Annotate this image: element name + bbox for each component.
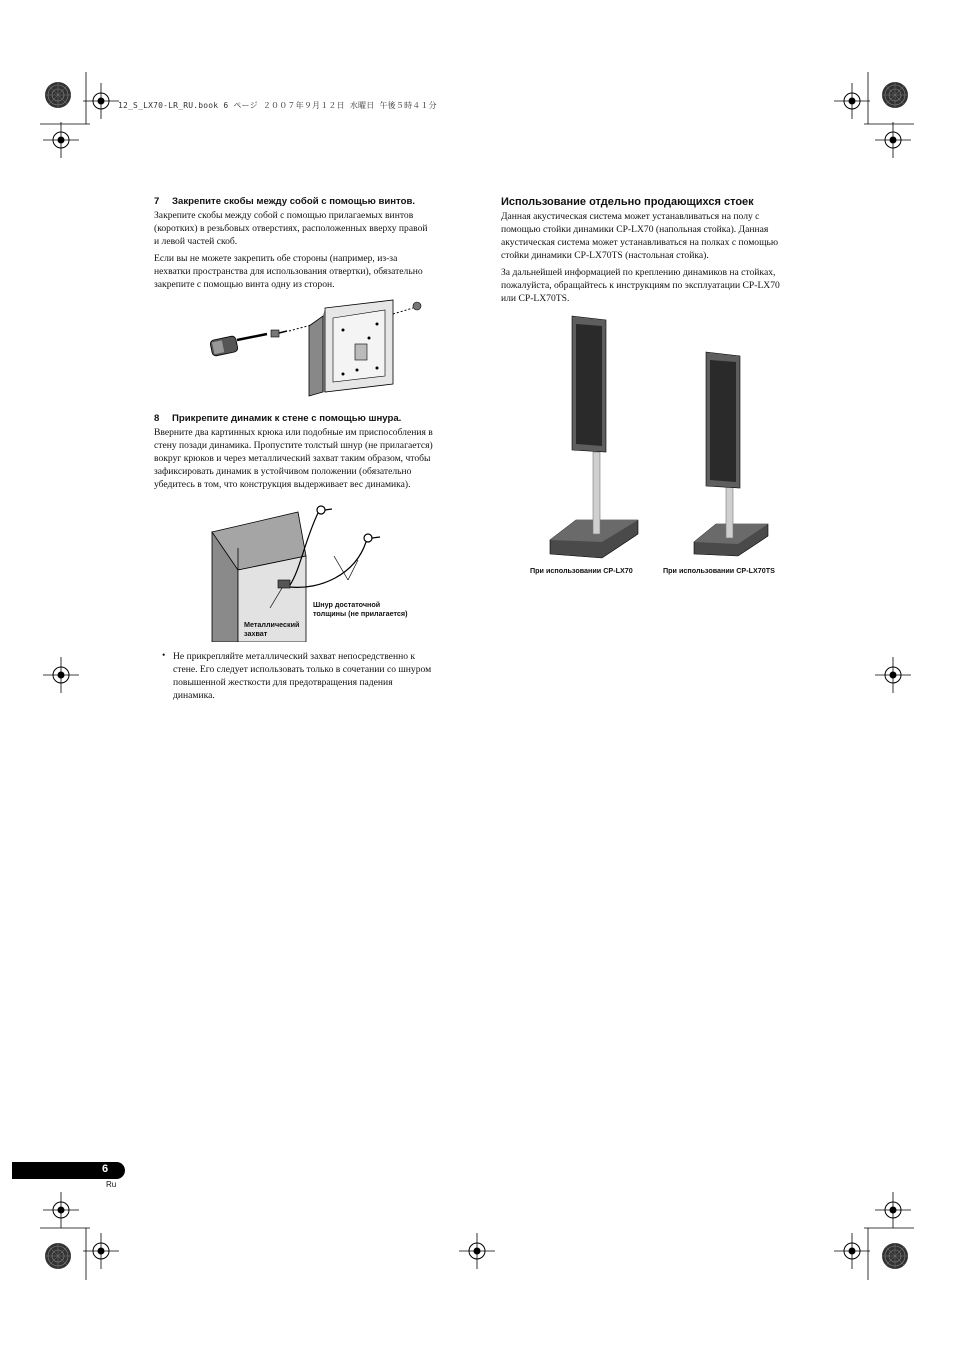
hook-icon [317, 506, 325, 514]
metal-clip-icon [278, 580, 290, 588]
step7-number: 7 [154, 196, 160, 207]
text-line: пожалуйста, обращайтесь к инструкциям по эксплуатации CP-LX70 [501, 280, 780, 291]
text-line: стену позади динамика. Пропустите толстый шнур (не прилагается) [154, 440, 433, 451]
text-line: Ввернитe два картинных крюка или подобные им приспособления в [154, 427, 433, 438]
page-language: Ru [106, 1180, 117, 1189]
text-line: помощью стойки динамики CP-LX70 (напольная стойка). Данная [501, 224, 769, 235]
text-line: динамика. [173, 690, 215, 701]
step8-title: Прикрепите динамик к стене с помощью шнура. [172, 413, 402, 424]
label-line: Металлический [244, 620, 300, 629]
text-line: повышенной жесткости для предотвращения падения [173, 677, 393, 688]
stands-para1 [501, 210, 831, 262]
stands-para2 [501, 266, 831, 305]
screw-icon [271, 330, 287, 337]
text-line: Закрепите скобы между собой с помощью прилагаемых винтов [154, 210, 414, 221]
text-line: и левой частей скоб. [154, 236, 238, 247]
note-text [173, 650, 483, 702]
text-line: закрепите с помощью винта одну из сторон. [154, 279, 335, 290]
step8-number: 8 [154, 413, 160, 424]
label-line: захват [244, 628, 268, 638]
text-line: Данная акустическая система может устанавливаться на полу с [501, 211, 760, 222]
hook-icon [364, 534, 372, 542]
clip-label [244, 621, 299, 638]
page-number: 6 [102, 1163, 109, 1175]
text-line: (коротких) в резьбовых отверстиях, расположенных вверху правой [154, 223, 428, 234]
bracket-screw-illustration [205, 296, 435, 400]
text-line: или CP-LX70TS. [501, 293, 570, 304]
text-line: За дальнейшей информацией по креплению динамиков на стойках, [501, 267, 776, 278]
speaker-cord-illustration [210, 500, 425, 642]
step7-para1 [154, 209, 484, 248]
floor-stand-illustration [548, 314, 640, 560]
label-line: Шнур достаточной [313, 600, 381, 609]
step7-para2 [154, 252, 484, 291]
caption-cp-lx70: При использовании CP-LX70 [530, 566, 633, 575]
cord-label [313, 601, 408, 618]
note-bullet: • [162, 650, 166, 661]
screwdriver-icon [210, 334, 267, 357]
text-line: стойки динамики CP-LX70TS (настольная стойка). [501, 250, 709, 261]
stands-section-title: Использование отдельно продающихся стоек [501, 196, 754, 208]
text-line: Не прикрепляйте металлический захват непосредственно к [173, 651, 416, 662]
step8-para [154, 426, 484, 491]
text-line: Если вы не можете закрепить обе стороны (например, из-за [154, 253, 398, 264]
step8-heading [154, 413, 401, 424]
text-line: убедитесь в том, что конструкция выдерживает вес динамика). [154, 479, 411, 490]
caption-cp-lx70ts: При использовании CP-LX70TS [663, 566, 775, 575]
text-line: нехватки пространства для использования отвертки), обязательно [154, 266, 423, 277]
text-line: зафиксировать динамик в устойчивом положении (обязательно [154, 466, 412, 477]
text-line: стене. Его следует использовать только в сочетании со шнуром [173, 664, 432, 675]
step7-heading [154, 196, 415, 207]
file-info-header: 12_S_LX70-LR_RU.book 6 ページ ２００７年９月１２日 水曜日 午後５時４１分 [118, 101, 437, 110]
table-stand-illustration [692, 350, 772, 560]
text-line: вокруг крюков и через металлический захват таким образом, чтобы [154, 453, 431, 464]
text-line: акустическая система может устанавливаться на полках с помощью [501, 237, 779, 248]
step7-title: Закрепите скобы между собой с помощью винтов. [172, 196, 416, 207]
label-line: толщины (не прилагается) [313, 608, 408, 618]
